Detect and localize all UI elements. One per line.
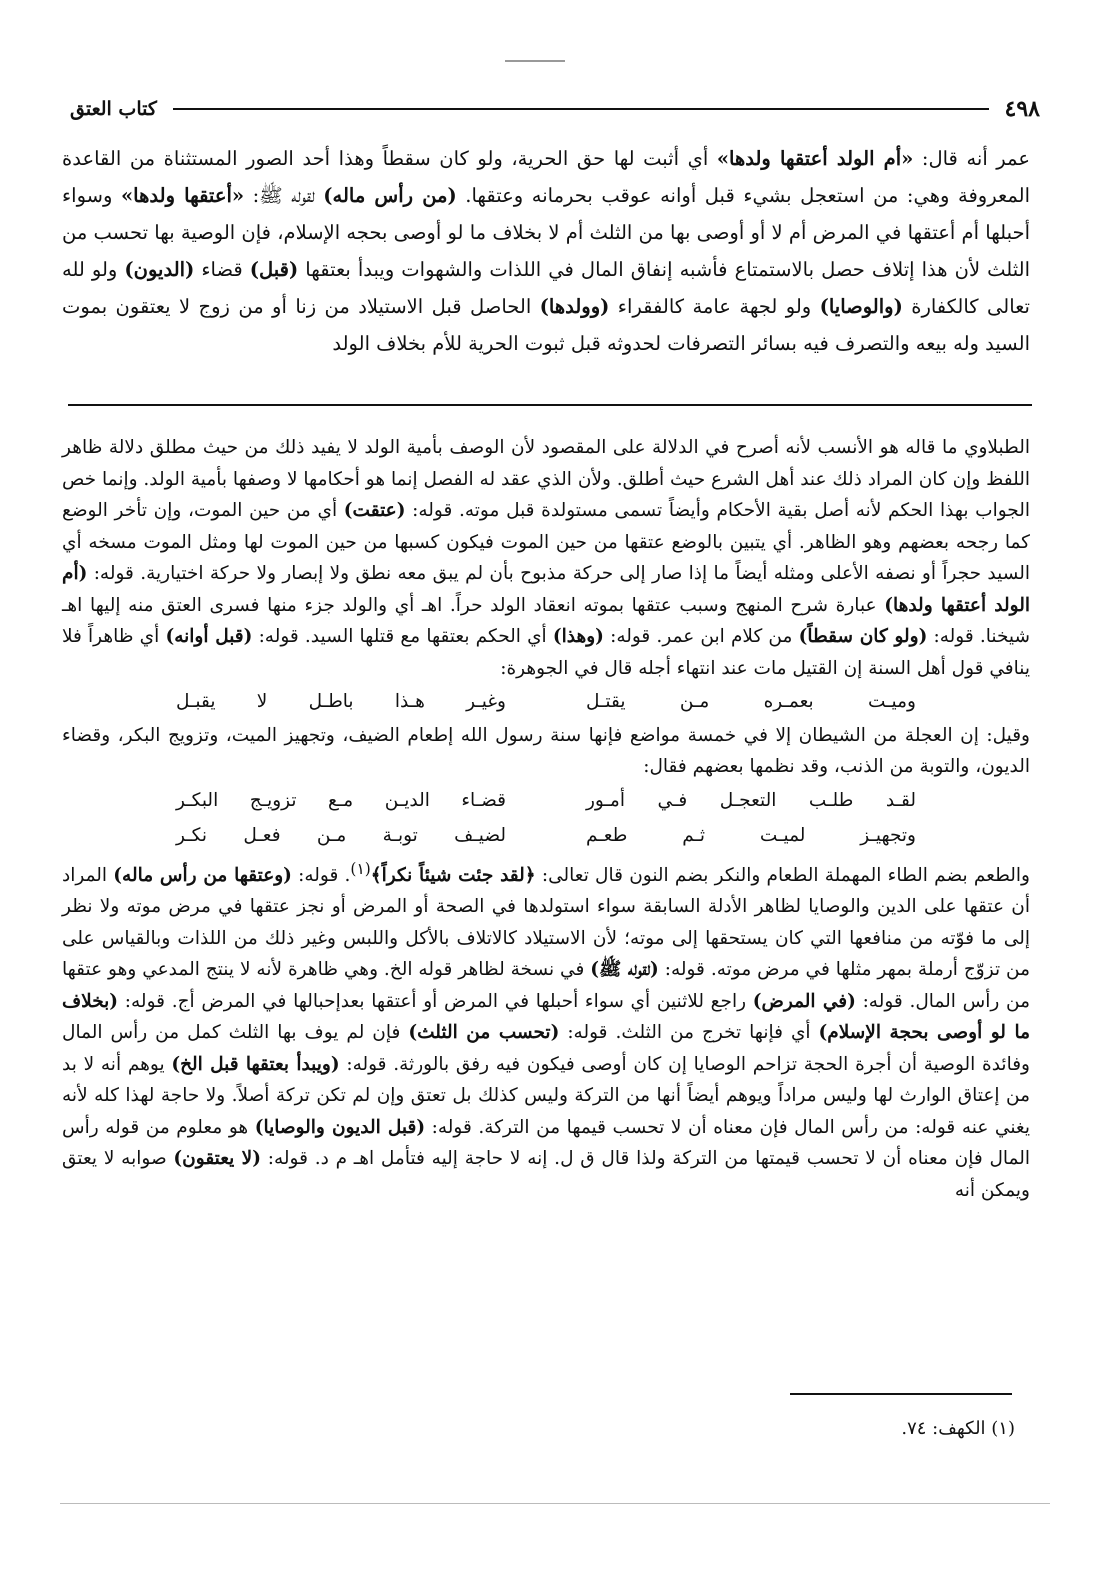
sharh-lemma: (في المرض) (752, 990, 856, 1012)
sharh-lemma: (بخلاف ما لو أوصى بحجة الإسلام) (62, 990, 1031, 1044)
sharh-lemma: (ولو كان سقطاً) (798, 626, 928, 647)
sharh-lemma: (تحسب من الثلث) (408, 1022, 560, 1044)
sharh-lemma: (وهذا) (552, 626, 604, 647)
book-title: كتاب العتق (70, 98, 157, 120)
sharh-text: أي الحكم بعتقها مع قتلها السيد. قوله: (252, 626, 553, 647)
commentary-paragraph (62, 854, 1030, 1207)
main-text (62, 140, 1030, 362)
verse-line (62, 684, 1030, 720)
sharh-text: أي ظاهراً فلا ينافي قول أهل السنة إن القتيل مات عند انتهاء أجله قال في الجوهرة: (62, 626, 1030, 679)
verse-hemistich: لضيـف توبـة مـن فعـل نكـر (176, 825, 506, 846)
commentary-paragraph (62, 720, 1030, 783)
sharh-lemma: (وعتقها من رأس ماله) (113, 864, 292, 886)
page-number: ٤٩٨ (1004, 96, 1040, 122)
sharh-text: يوهم أنه لا بد من إعتاق الوارث لها وليس مراداً ويوهم أيضاً أنها من التركة وليس كذلك بل تعتق وإن لم تكن تركة أصلاً. ولا حاجة لهذا كله لأنه يغني عنه قوله: من رأس المال فإن معناه أن لا تحسب قيمها من التركة. قوله: (62, 1053, 1030, 1138)
matn-phrase: (قبل) (249, 258, 299, 281)
matn-phrase: (الديون) (124, 258, 195, 281)
sharh-text: في نسخة لظاهر قوله الخ. وهي ظاهرة لأنه لا ينتج المدعي وهو عتقها من رأس المال. قوله: (62, 959, 1031, 1012)
sharh-text: أي فإنها تخرج من الثلث. قوله: (559, 1022, 819, 1044)
matn-text: عمر أنه قال: (913, 147, 1030, 170)
commentary-paragraph (62, 432, 1030, 684)
sharh-text: والطعم بضم الطاء المهملة الطعام والنكر بضم النون قال تعالى: (535, 864, 1030, 886)
sharh-text: الطبلاوي ما قاله هو الأنسب لأنه أصرح في الدلالة على المقصود لأن الوصف بأمية الولد لا يفيد ذلك من حيث مطلق دلالة ظاهر اللفظ وإن كان المراد ذلك عند أهل الشرع حيث أطلق. ولأن الذي عقد له الفصل إنما هو أحكامها لا وصفها بأمية الولد. وإنما خص الجواب بهذا الحكم لأنه أصل بقية الأحكام وأيضاً تسمى مستولدة قبل موته. قوله: (62, 437, 1030, 521)
matn-phrase: (من رأس ماله) (323, 184, 457, 207)
verse-hemistich: لقـد طلـب التعجـل فـي أمـور (586, 789, 916, 811)
sharh-text: من كلام ابن عمر. قوله: (603, 626, 799, 647)
footnote-marker: (١) (350, 859, 371, 878)
verse-hemistich: قضـاء الديـن مـع تزويـج البكـر (176, 789, 506, 811)
sharh-lemma: (لا يعتقون) (173, 1148, 261, 1170)
sharh-lemma: (قبل أوانه) (165, 626, 253, 647)
sharh-text: صوابه لا يعتق ويمكن أنه (62, 1148, 1030, 1201)
matn-sharh-separator (68, 404, 1032, 406)
quran-quote: ﴿لقد جئت شيئاً نكراً﴾ (370, 864, 536, 886)
matn-quote: «أم الولد أعتقها ولدها» (716, 147, 914, 170)
sharh-text: . قوله: (291, 864, 351, 886)
scan-mark (505, 60, 565, 62)
sharh-text: وقيل: إن العجلة من الشيطان إلا في خمسة مواضع فإنها سنة رسول الله إطعام الضيف، وتجهيز الميت، وتزويج البكر، وقضاء الديون، والتوبة من الذنب، وقد نظمها بعضهم فقال: (62, 724, 1030, 777)
verse-hemistich: وتجهيـز لميـت ثـم طعـم (586, 825, 916, 846)
sharh-lemma: (لقوله ﷺ) (590, 959, 659, 981)
running-header (70, 92, 1040, 126)
sharh-lemma: (عتقت) (343, 500, 406, 521)
sharh-text: راجع للاثنين أي سواء أحبلها في المرض أو أعتقها بعدإحبالها في المرض أج. قوله: (118, 990, 753, 1012)
sharh-text: عبارة شرح المنهج وسبب عتقها بموته انعقاد الولد حراً. اهـ أي والولد جزء منها فسرى العتق منه إليها اهـ شيخنا. قوله: (62, 594, 1030, 647)
matn-text: وسواء أحبلها أم أعتقها في المرض أم لا أو أوصى بها من الثلث أم لا بخلاف ما لو أوصى بحجه الإسلام، فإن الوصية بها تحسب من الثلث لأن هذا إتلاف حصل بالاستمتاع فأشبه إنفاق المال في اللذات والشهوات ويبدأ بعتقها (62, 184, 1030, 281)
matn-text: الحاصل قبل الاستيلاد من زنا أو من زوج لا يعتقون بموت السيد وله بيعه والتصرف فيه بسائر التصرفات لحدوثه قبل ثبوت الحرية للأم بخلاف الولد (62, 295, 1030, 355)
matn-text: ولو لجهة عامة كالفقراء (609, 295, 820, 318)
sharh-lemma: (قبل الديون والوصايا) (254, 1116, 426, 1138)
sharh-text: أي من حين الموت، وإن تأخر الوضع كما رجحه بعضهم وهو الظاهر. أي يتبين بالوضع عتقها من حين الموت فيكون كسبها من حين الموت لها ومثل الموت مسخه أي السيد حجراً أو نصفه الأعلى ومثله أيضاً ما إذا صار إلى حركة مذبوح بأن لم يبق معه نطق ولا إبصار ولا حركة اختيارية. قوله: (62, 500, 1030, 584)
verse-line (62, 783, 1030, 819)
sharh-text: المراد أن عتقها على الدين والوصايا لظاهر الأدلة السابقة سواء استولدها في الصحة أو المرض أو نجز عتقها في مرض موته ولا نظر إلى ما فوّته من منافعها التي كان يستحقها إلى موته؛ لأن الاستيلاد كالاتلاف بالأكل واللبس وغير ذلك من اللذات وبالقياس على من تزوّج أرملة بمهر مثلها في مرض موته. قوله: (62, 864, 1031, 981)
footnote: (١) الكهف: ٧٤. (901, 1418, 1015, 1439)
header-rule (173, 108, 989, 110)
verse-hemistich: وميـت بعمـره مـن يقتـل (586, 691, 916, 712)
matn-text: أي أثبت لها حق الحرية، ولو كان سقطاً وهذا أحد الصور المستثناة من القاعدة المعروفة وهي: من استعجل بشيء قبل أوانه عوقب بحرمانه وعتقها. (62, 147, 1030, 207)
verse-line (62, 818, 1030, 854)
verse-hemistich: وغيـر هـذا باطـل لا يقبـل (176, 691, 506, 712)
footnote-separator (790, 1393, 1012, 1395)
sharh-lemma: (ويبدأ بعتقها قبل الخ) (171, 1053, 340, 1075)
commentary (62, 432, 1030, 1206)
sharh-text: هو معلوم من قوله رأس المال فإن معناه أن لا تحسب قيمتها من التركة ولذا قال ق ل. إنه لا حاجة إليه فتأمل اهـ م د. قوله: (62, 1116, 1030, 1170)
matn-quote: «أعتقها ولدها» (120, 184, 245, 207)
matn-text: لقوله ﷺ: (244, 184, 324, 207)
sharh-lemma: (أم الولد أعتقها ولدها) (62, 563, 1030, 616)
matn-text: قضاء (194, 258, 250, 281)
matn-text: ولو لله تعالى كالكفارة (62, 258, 1030, 318)
scan-edge (60, 1503, 1050, 1504)
sharh-text: فإن لم يوف بها الثلث كمل من رأس المال وفائدة الوصية أن أجرة الحجة تزاحم الوصايا إن كان أوصى فيكون فيه رفق بالورثة. قوله: (62, 1022, 1030, 1075)
matn-phrase: (وولدها) (539, 295, 610, 318)
matn-phrase: (والوصايا) (819, 295, 903, 318)
